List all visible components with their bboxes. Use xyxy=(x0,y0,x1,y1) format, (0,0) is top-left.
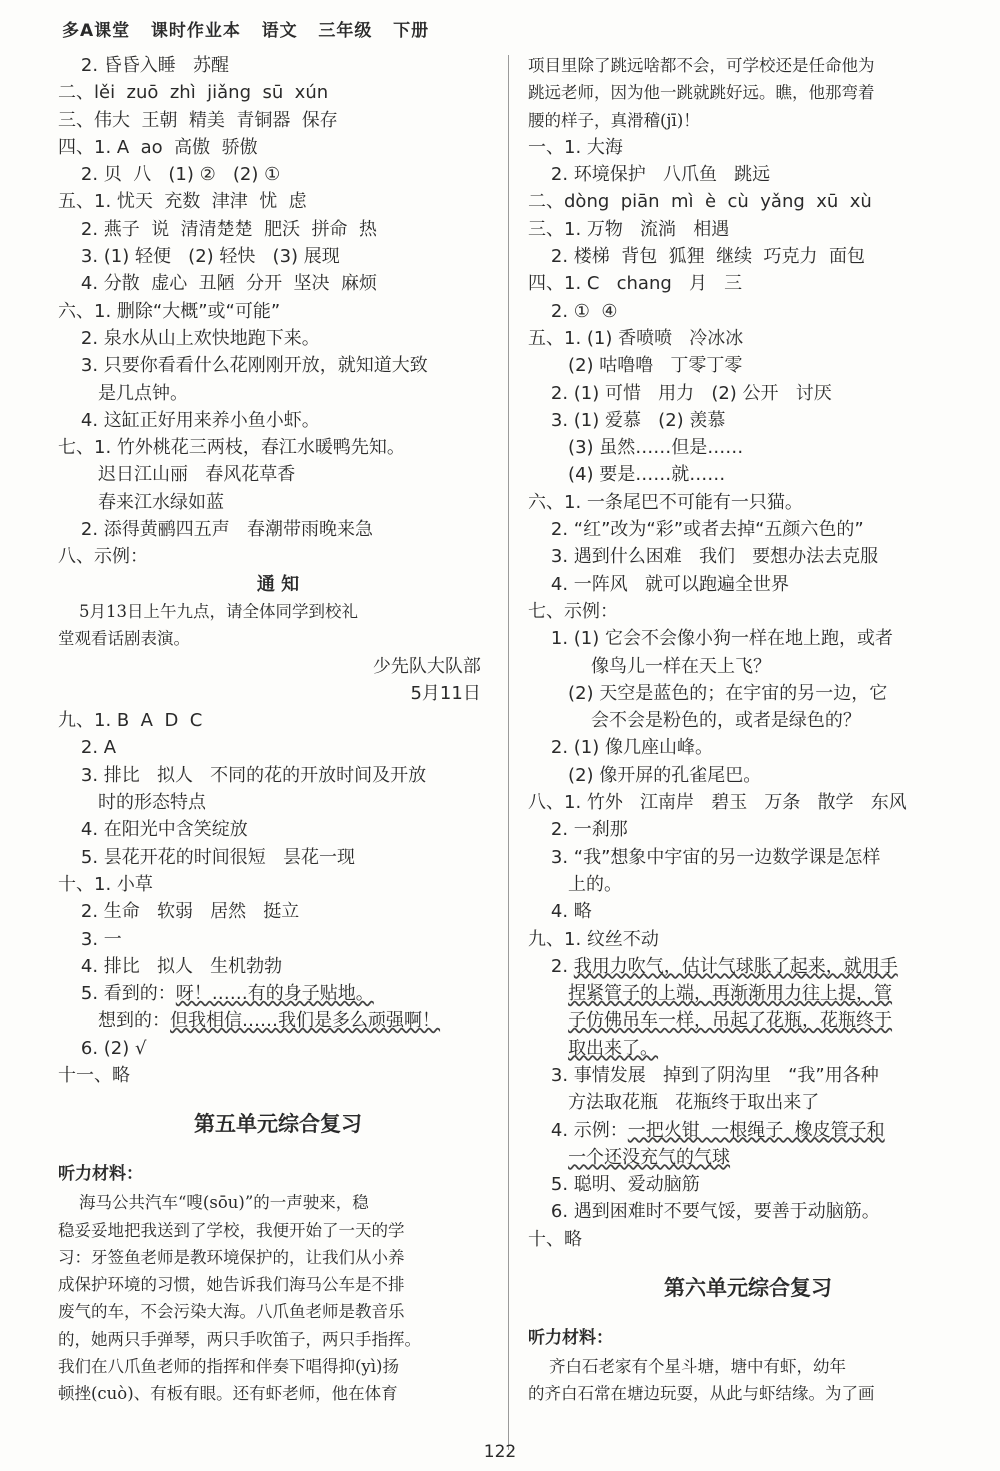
answer-line: 6. (2) √ xyxy=(58,1037,147,1059)
answer-line: 八、示例： xyxy=(58,546,148,568)
underlined-answer: 取出来了。 xyxy=(568,1037,659,1059)
answer-line: (2) 天空是蓝色的；在宇宙的另一边，它 xyxy=(528,682,888,704)
answer-line: 会不会是粉色的，或者是绿色的？ xyxy=(528,710,861,732)
answer-prefix xyxy=(528,1038,568,1059)
answer-prefix: 想到的： xyxy=(58,1010,171,1032)
answer-line: 像鸟儿一样在天上飞？ xyxy=(528,655,771,677)
passage-line: 齐白石老家有个星斗塘，塘中有虾，幼年 xyxy=(528,1357,846,1377)
underlined-answer: 子仿佛吊车一样，吊起了花瓶，花瓶终于 xyxy=(568,1010,893,1032)
answer-line: (4) 要是……就…… xyxy=(528,464,726,486)
answer-line: (2) 像开屏的孔雀尾巴。 xyxy=(528,764,762,786)
answer-line: 九、1. B A D C xyxy=(58,710,203,732)
underlined-answer: 我用力吹气，估计气球胀了起来，就用手 xyxy=(573,955,898,977)
answer-line: 七、1. 竹外桃花三两枝，春江水暖鸭先知。 xyxy=(58,437,405,459)
answer-line: 2. 泉水从山上欢快地跑下来。 xyxy=(58,327,320,349)
passage-line: 5月13日上午九点，请全体同学到校礼 xyxy=(58,601,358,621)
answer-line: 十、1. 小草 xyxy=(58,873,153,895)
answer-line: 三、伟大 王朝 精美 青铜器 保存 xyxy=(58,109,338,131)
answer-prefix xyxy=(528,1147,568,1168)
answer-line: 春来江水绿如蓝 xyxy=(58,491,225,513)
answer-line: 2. ① ④ xyxy=(528,300,618,322)
answer-line: 4. 在阳光中含笑绽放 xyxy=(58,819,248,841)
answer-line: 五、1. (1) 香喷喷 冷冰冰 xyxy=(528,327,744,349)
answer-line: 时的形态特点 xyxy=(58,792,207,814)
answer-line: 二、dòng piān mì è cù yǎng xū xù xyxy=(528,191,872,213)
answer-line: (2) 咕噜噜 丁零丁零 xyxy=(528,355,743,377)
column-divider xyxy=(508,55,509,1450)
answer-line: 二、lěi zuō zhì jiǎng sū xún xyxy=(58,82,329,104)
answer-line-underlined xyxy=(528,1007,968,1034)
answer-line: 4. 略 xyxy=(528,901,592,923)
answer-line: 四、1. A ao 高傲 骄傲 xyxy=(58,136,258,158)
right-column xyxy=(528,52,968,1408)
answer-line: 2. 贝 八 (1) ② (2) ① xyxy=(58,164,281,186)
answer-line: 2. A xyxy=(58,737,117,759)
answer-line: 是几点钟。 xyxy=(58,382,189,404)
answer-prefix: 2. xyxy=(528,955,574,977)
answer-line: 5. 聪明、爱动脑筋 xyxy=(528,1174,700,1196)
passage-line: 废气的车，不会污染大海。八爪鱼老师是教音乐 xyxy=(58,1302,405,1322)
answer-line: 4. 这缸正好用来养小鱼小虾。 xyxy=(58,409,320,431)
answer-line: 4. 排比 拟人 生机勃勃 xyxy=(58,955,283,977)
passage-line: 顿挫(cuò)、有板有眼。还有虾老师，他在体育 xyxy=(58,1384,398,1404)
underlined-answer: 呀！……有的身子贴地。 xyxy=(175,983,374,1005)
answer-line: 5. 昙花开花的时间很短 昙花一现 xyxy=(58,846,355,868)
passage-line: 堂观看话剧表演。 xyxy=(58,629,190,649)
passage-line: 海马公共汽车“嗖(sōu)”的一声驶来，稳 xyxy=(58,1193,369,1213)
answer-line: 2. “红”改为“彩”或者去掉“五颜六色的” xyxy=(528,519,864,541)
page-number: 122 xyxy=(483,1442,517,1462)
answer-line: 十一、略 xyxy=(58,1064,130,1086)
page-header: 多A课堂 课时作业本 语文 三年级 下册 xyxy=(62,21,430,41)
answer-line: 3. 事情发展 掉到了阴沟里 “我”用各种 xyxy=(528,1064,879,1086)
answer-line-underlined xyxy=(528,1035,968,1062)
answer-line: 上的。 xyxy=(528,873,623,895)
answer-line-underlined xyxy=(528,1144,968,1171)
answer-prefix: 5. 看到的： xyxy=(58,983,176,1005)
passage-line: 的，她两只手弹琴，两只手吹笛子，两只手指挥。 xyxy=(58,1329,421,1349)
notice-title: 通 知 xyxy=(256,573,300,595)
answer-line: 十、略 xyxy=(528,1228,582,1250)
answer-line: 3. 一 xyxy=(58,928,122,950)
answer-line: 2. (1) 像几座山峰。 xyxy=(528,737,714,759)
underlined-answer: 但我相信……我们是多么顽强啊！ xyxy=(170,1010,441,1032)
answer-line: 4. 一阵风 就可以跑遍全世界 xyxy=(528,573,789,595)
answer-line: 2. 昏昏入睡 苏醒 xyxy=(58,55,229,76)
answer-line: 四、1. C chang 月 三 xyxy=(528,273,743,295)
left-column xyxy=(58,52,498,1408)
answer-line: 六、1. 一条尾巴不可能有一只猫。 xyxy=(528,491,803,513)
answer-line: 2. 添得黄鹂四五声 春潮带雨晚来急 xyxy=(58,519,373,541)
answer-line: 九、1. 纹丝不动 xyxy=(528,928,659,950)
passage-line: 项目里除了跳远啥都不会，可学校还是任命他为 xyxy=(528,56,875,75)
answer-prefix xyxy=(528,1010,568,1031)
answer-prefix xyxy=(528,983,568,1004)
answer-line: 一、1. 大海 xyxy=(528,136,623,158)
answer-line: 3. “我”想象中宇宙的另一边数学课是怎样 xyxy=(528,846,881,868)
answer-line: 3. 遇到什么困难 我们 要想办法去克服 xyxy=(528,546,879,568)
answer-line-underlined xyxy=(528,953,968,980)
answer-line: 方法取花瓶 花瓶终于取出来了 xyxy=(528,1092,820,1114)
section-title: 第五单元综合复习 xyxy=(194,1111,362,1137)
passage-line: 的齐白石常在塘边玩耍，从此与虾结缘。为了画 xyxy=(528,1384,875,1404)
passage-line: 腰的样子，真滑稽(jī)！ xyxy=(528,110,700,130)
answer-line: (3) 虽然……但是…… xyxy=(528,437,744,459)
listening-label: 听力材料： xyxy=(58,1164,143,1185)
passage-line: 稳妥妥地把我送到了学校，我便开始了一天的学 xyxy=(58,1220,405,1240)
answer-line: 八、1. 竹外 江南岸 碧玉 万条 散学 东风 xyxy=(528,792,907,814)
answer-line: 2. 燕子 说 清清楚楚 肥沃 拼命 热 xyxy=(58,218,377,240)
answer-line: 4. 分散 虚心 丑陋 分开 坚决 麻烦 xyxy=(58,273,377,295)
listening-label: 听力材料： xyxy=(528,1328,613,1349)
answer-line: 七、示例： xyxy=(528,600,618,622)
answer-line: 2. (1) 可惜 用力 (2) 公开 讨厌 xyxy=(528,382,832,404)
passage-line: 习：牙签鱼老师是教环境保护的，让我们从小养 xyxy=(58,1247,405,1267)
answer-line: 2. 生命 软弱 居然 挺立 xyxy=(58,901,300,923)
answer-line-underlined xyxy=(528,1117,968,1144)
underlined-answer: 一把火钳 一根绳子 橡皮管子和 xyxy=(627,1119,885,1141)
answer-line: 6. 遇到困难时不要气馁，要善于动脑筋。 xyxy=(528,1201,880,1223)
answer-line: 五、1. 忧天 充数 津津 忧 虑 xyxy=(58,191,307,213)
answer-line: 3. 只要你看看什么花刚刚开放，就知道大致 xyxy=(58,355,428,377)
answer-line-underlined xyxy=(58,1007,498,1034)
underlined-answer: 捏紧管子的上端，再渐渐用力往上提，管 xyxy=(568,983,893,1005)
answer-line: 2. 环境保护 八爪鱼 跳远 xyxy=(528,164,771,186)
section-title: 第六单元综合复习 xyxy=(664,1275,832,1301)
answer-line: 六、1. 删除“大概”或“可能” xyxy=(58,300,281,322)
answer-line: 迟日江山丽 春风花草香 xyxy=(58,464,296,486)
passage-line: 成保护环境的习惯，她告诉我们海马公车是不排 xyxy=(58,1275,405,1295)
answer-line-underlined xyxy=(58,980,498,1007)
notice-signature: 5月11日 xyxy=(410,682,498,704)
passage-line: 跳远老师，因为他一跳就跳好远。瞧，他那弯着 xyxy=(528,83,875,103)
answer-line: 3. (1) 爱慕 (2) 羡慕 xyxy=(528,409,726,431)
answer-line: 1. (1) 它会不会像小狗一样在地上跑，或者 xyxy=(528,628,893,650)
answer-line-underlined xyxy=(528,980,968,1007)
answer-line: 3. (1) 轻便 (2) 轻快 (3) 展现 xyxy=(58,246,340,268)
notice-signature: 少先队大队部 xyxy=(372,655,498,677)
underlined-answer: 一个还没充气的气球 xyxy=(568,1146,731,1168)
answer-line: 2. 楼梯 背包 狐狸 继续 巧克力 面包 xyxy=(528,246,865,268)
answer-line: 3. 排比 拟人 不同的花的开放时间及开放 xyxy=(58,764,427,786)
passage-line: 我们在八爪鱼老师的指挥和伴奏下唱得抑(yì)扬 xyxy=(58,1357,399,1377)
answer-line: 2. 一刹那 xyxy=(528,819,628,841)
answer-line: 三、1. 万物 流淌 相遇 xyxy=(528,218,730,240)
answer-prefix: 4. 示例： xyxy=(528,1119,628,1141)
